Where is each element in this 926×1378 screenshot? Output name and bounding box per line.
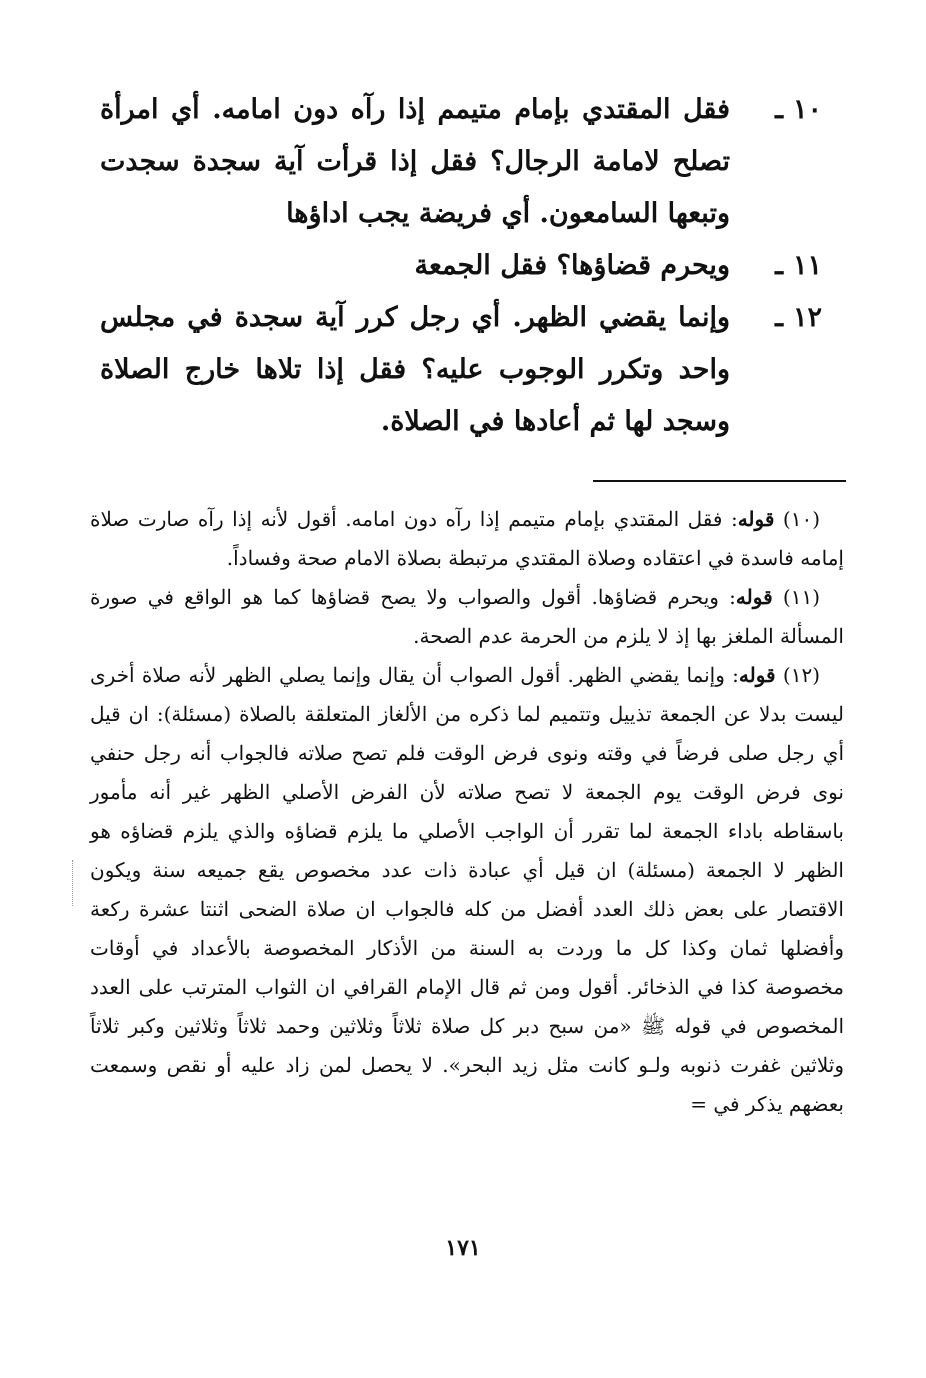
footnote-ref: (١١): [782, 585, 820, 609]
footnote-ref: (١٢): [782, 663, 820, 687]
main-item-10: [100, 84, 822, 240]
footnote-separator: [593, 480, 846, 482]
scan-artifact: [72, 860, 75, 906]
item-number: ١١ـ: [775, 250, 822, 281]
footnote-keyword: قوله: [738, 663, 776, 687]
footnote-12: [90, 656, 844, 1124]
main-item-11: [100, 240, 822, 292]
footnotes-block: [90, 500, 844, 1124]
item-text: فقل المقتدي بإمام متيمم إذا رآه دون امامه. أي امرأة تصلح لامامة الرجال؟ فقل إذا قرأت آية سجدة سجدت وتبعها السامعون. أي فريضة يجب اداؤها: [100, 94, 730, 229]
item-number: ١٢ـ: [775, 302, 822, 333]
footnote-text: : ويحرم قضاؤها. أقول والصواب ولا يصح قضاؤها كما هو الواقع في صورة المسألة الملغز بها إذ لا يلزم من الحرمة عدم الصحة.: [90, 585, 844, 648]
footnote-11: [90, 578, 844, 656]
main-item-12: [100, 292, 822, 448]
footnote-ref: (١٠): [782, 507, 821, 531]
footnote-text: : وإنما يقضي الظهر. أقول الصواب أن يقال وإنما يصلي الظهر لأنه صلاة أخرى ليست بدلا عن الجمعة تذييل وتتميم لما ذكره من الألغاز المتعلقة بالصلاة (مسئلة): ان قيل أي رجل صلى فرضاً في وقته ونوى فرض الوقت فلم تصح صلاته فالجواب أنه رجل حنفي نوى فرض الوقت يوم الجمعة لا تصح صلاته لأن الفرض الأصلي الظهر غير أنه مأمور باسقاطه باداء الجمعة لما تقرر أن الواجب الأصلي ما يلزم قضاؤه والذي يلزم قضاؤه هو الظهر لا الجمعة (مسئلة) ان قيل أي عبادة ذات عدد مخصوص يقع جميعه سنة ويكون الاقتصار على بعض ذلك العدد أفضل من كله فالجواب ان صلاة الضحى اثنتا عشرة ركعة وأفضلها ثمان وكذا كل ما وردت به السنة من الأذكار المخصوصة بالأعداد في أوقات مخصوصة كذا في الذخائر. أقول ومن ثم قال الإمام القرافي ان الثواب المترتب على العدد المخصوص في قوله ﷺ «من سبح دبر كل صلاة ثلاثاً وثلاثين وحمد ثلاثاً وثلاثين وكبر ثلاثاً وثلاثين غفرت ذنوبه ولـو كانت مثل زيد البحر». لا يحصل لمن زاد عليه أو نقص وسمعت بعضهم يذكر في =: [90, 663, 844, 1116]
footnote-keyword: قوله: [735, 585, 773, 609]
main-text-block: [100, 84, 822, 448]
item-number: ١٠ـ: [775, 94, 822, 125]
footnote-text: : فقل المقتدي بإمام متيمم إذا رآه دون امامه. أقول لأنه إذا رآه صارت صلاة إمامه فاسدة في اعتقاده وصلاة المقتدي مرتبطة بصلاة الامام صحة وفساداً.: [90, 507, 844, 570]
item-text: وإنما يقضي الظهر. أي رجل كرر آية سجدة في مجلس واحد وتكرر الوجوب عليه؟ فقل إذا تلاها خارج الصلاة وسجد لها ثم أعادها في الصلاة.: [100, 302, 730, 437]
page-number: ١٧١: [445, 1235, 481, 1261]
footnote-keyword: قوله: [737, 507, 775, 531]
footnote-10: [90, 500, 844, 578]
item-text: ويحرم قضاؤها؟ فقل الجمعة: [414, 250, 730, 281]
